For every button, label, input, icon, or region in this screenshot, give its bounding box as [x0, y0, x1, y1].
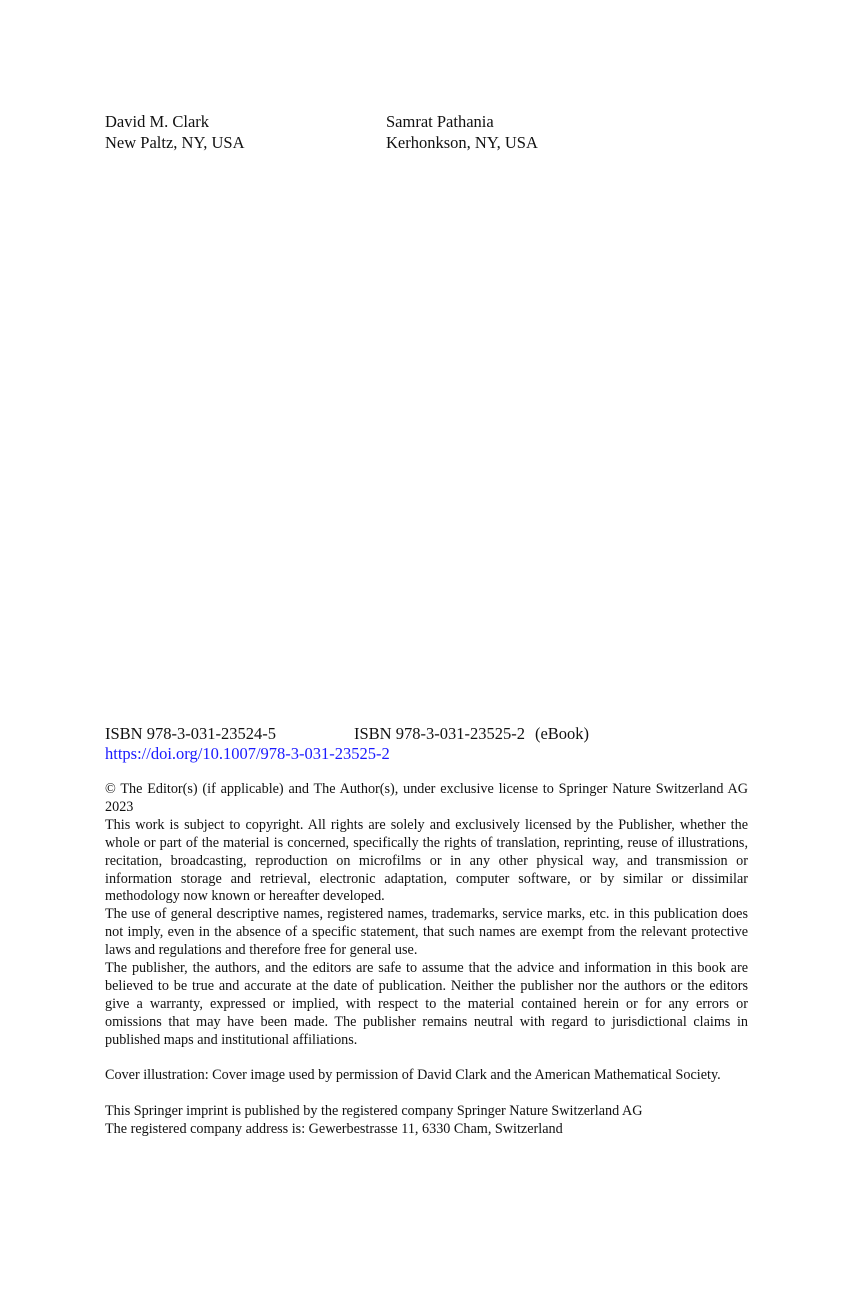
- author-1-name: David M. Clark: [105, 112, 210, 131]
- cover-credit: Cover illustration: Cover image used by permission of David Clark and the American Mathematical Society.: [105, 1067, 721, 1084]
- author-2-location: Kerhonkson, NY, USA: [386, 133, 538, 152]
- disclaimer-notice: The publisher, the authors, and the editors are safe to assume that the advice and information in this book are believed to be true and accurate at the date of publication. Neither the publisher nor the authors or the editors give a warranty, expressed or implied, with respect to the material contained herein or for any errors or omissions that may have been made. The publisher remains neutral with regard to jurisdictional claims in published maps and institutional affiliations.: [105, 960, 748, 1048]
- isbn-ebook-type: (eBook): [534, 724, 590, 743]
- copyright-notice: © The Editor(s) (if applicable) and The Author(s), under exclusive license to Springer Nature Switzerland AG 2023: [105, 781, 748, 815]
- rights-notice: This work is subject to copyright. All rights are solely and exclusively licensed by the Publisher, whether the whole or part of the material is concerned, specifically the rights of translation, reprinting, reuse of illustrations, recitation, broadcasting, reproduction on microfilms or in any other physical way, and transmission or information storage and retrieval, electronic adaptation, computer software, or by similar or dissimilar methodology now known or hereafter developed.: [105, 816, 748, 905]
- address-notice: The registered company address is: Gewerbestrasse 11, 6330 Cham, Switzerland: [105, 1121, 563, 1138]
- author-1: [105, 111, 245, 153]
- isbn-row: [105, 723, 589, 744]
- legal-notice: [105, 781, 748, 1139]
- doi-link[interactable]: https://doi.org/10.1007/978-3-031-23525-2: [105, 744, 390, 763]
- isbn-print: ISBN 978-3-031-23524-5: [105, 724, 276, 743]
- names-notice: The use of general descriptive names, registered names, trademarks, service marks, etc. in this publication does not imply, even in the absence of a specific statement, that such names are exempt from the relevant protective laws and regulations and therefore free for general use.: [105, 906, 748, 959]
- author-1-location: New Paltz, NY, USA: [105, 133, 245, 152]
- imprint-notice: This Springer imprint is published by the registered company Springer Nature Switzerland AG: [105, 1103, 643, 1120]
- author-2-name: Samrat Pathania: [386, 112, 494, 131]
- author-2: [386, 111, 538, 153]
- isbn-ebook: ISBN 978-3-031-23525-2: [354, 724, 525, 743]
